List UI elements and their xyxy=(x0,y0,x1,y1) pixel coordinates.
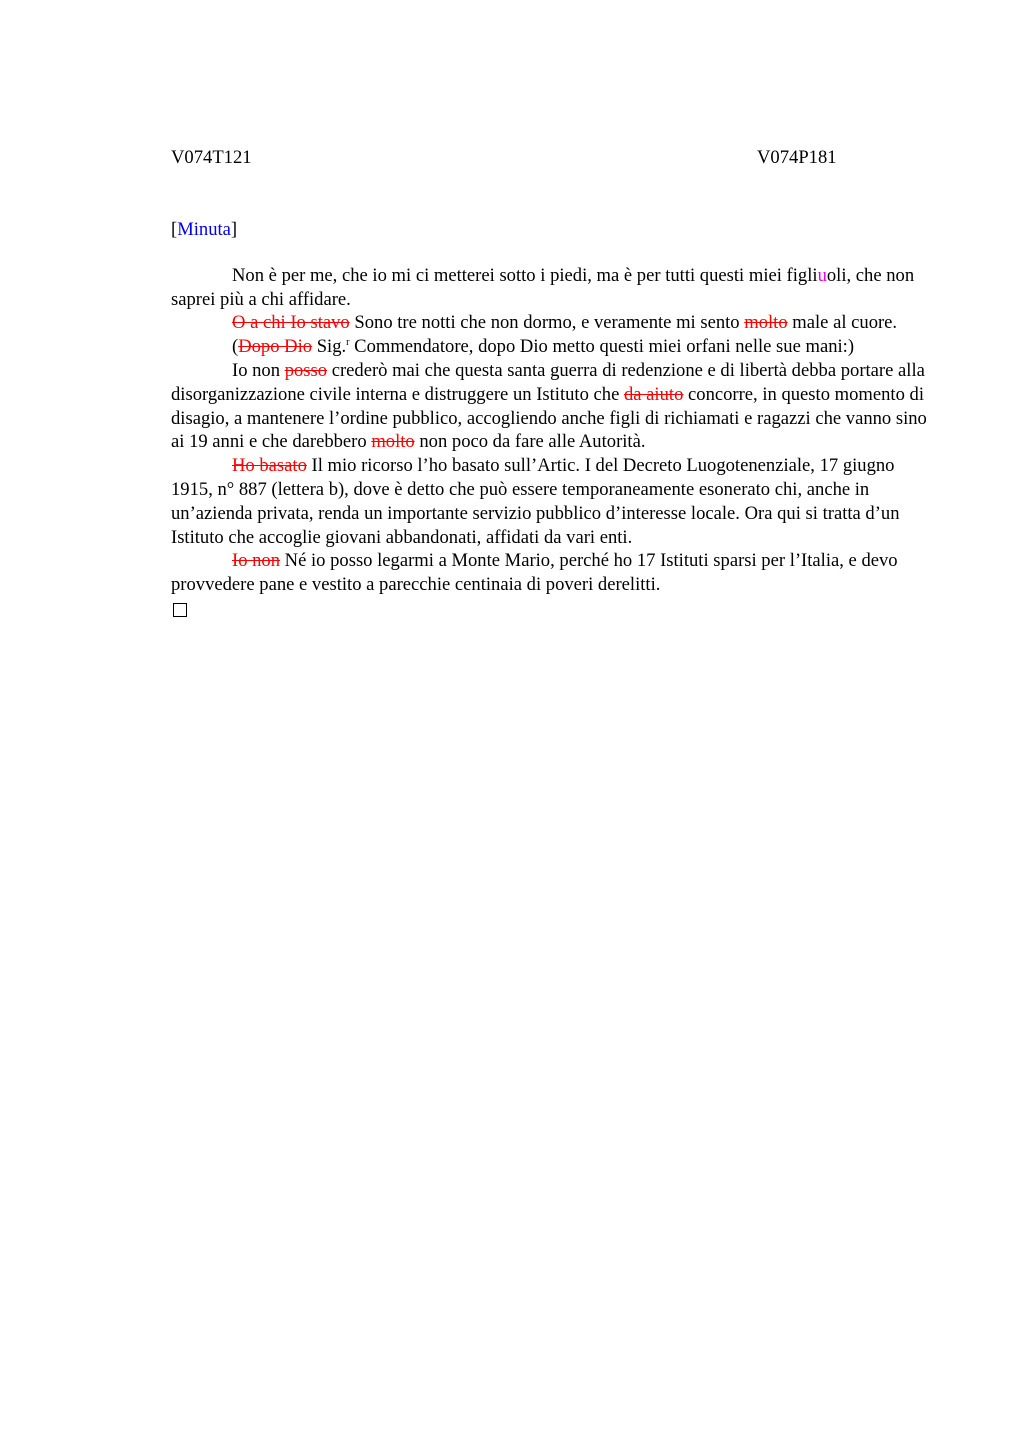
text-span: concorre, in questo momento di disagio, a mantenere l’ordine pubblico, accogliendo anche figli di richiamati e ragazzi che vanno sino ai 19 anni e che darebbero xyxy=(171,383,927,453)
open-bracket: [ xyxy=(171,219,178,240)
paragraph-6 xyxy=(171,549,936,597)
paragraph-3 xyxy=(171,335,936,359)
deleted-text: posso xyxy=(284,359,328,381)
paragraph-4 xyxy=(171,359,936,454)
text-span: male al cuore. xyxy=(787,312,898,334)
paragraph-1 xyxy=(171,264,936,312)
document-type-label xyxy=(171,218,936,242)
text-span: Il mio ricorso l’ho basato sull’Artic. I del Decreto Luogotenenziale, 17 giugno 1915, n° 887 (lettera b), dove è detto che può essere temporaneamente esonerato chi, anche in un’azienda privata, renda un importante servizio pubblico d’interesse locale. Ora qui si tratta d’un Istituto che accoglie giovani abbandonati, affidati da vari enti. xyxy=(171,455,900,548)
text-span: crederò mai che questa santa guerra di redenzione e di libertà debba portare alla disorganizzazione civile interna e distruggere un Istituto che xyxy=(171,359,925,405)
text-span: non poco da fare alle Autorità. xyxy=(414,431,646,453)
deleted-text: Ho basato xyxy=(232,455,307,477)
letter-body xyxy=(171,264,936,617)
deleted-text: Io non xyxy=(232,550,281,572)
paragraph-5 xyxy=(171,454,936,549)
deleted-text: O a chi Io stavo xyxy=(232,312,350,334)
minuta-label: Minuta xyxy=(177,219,231,240)
inserted-text: u xyxy=(817,264,827,286)
deleted-text: da aiuto xyxy=(623,383,684,405)
square-outline-icon xyxy=(173,603,187,617)
text-span: Non è per me, che io mi ci metterei sotto i piedi, ma è per tutti questi miei figli xyxy=(232,264,818,286)
volume-code-left: V074T121 xyxy=(171,147,252,168)
superscript-r: r xyxy=(346,337,350,349)
volume-code-right: V074P181 xyxy=(757,147,837,168)
deleted-text: molto xyxy=(371,431,415,453)
deleted-text: molto xyxy=(744,312,788,334)
text-span: Io non xyxy=(232,359,285,381)
text-span: ( xyxy=(232,336,239,358)
text-span: Né io posso legarmi a Monte Mario, perché ho 17 Istituti sparsi per l’Italia, e devo provvedere pane e vestito a parecchie centinaia di poveri derelitti. xyxy=(171,550,898,596)
text-span: Commendatore, dopo Dio metto questi miei orfani nelle sue mani:) xyxy=(349,336,855,358)
text-span: Sono tre notti che non dormo, e veramente mi sento xyxy=(349,312,745,334)
close-bracket: ] xyxy=(230,219,238,240)
paragraph-2 xyxy=(171,311,936,335)
text-span: oli, che non saprei più a chi affidare. xyxy=(171,264,915,310)
document-page xyxy=(171,146,936,617)
deleted-text: Dopo Dio xyxy=(238,336,313,358)
text-span: Sig. xyxy=(312,336,347,358)
document-header xyxy=(171,146,936,170)
